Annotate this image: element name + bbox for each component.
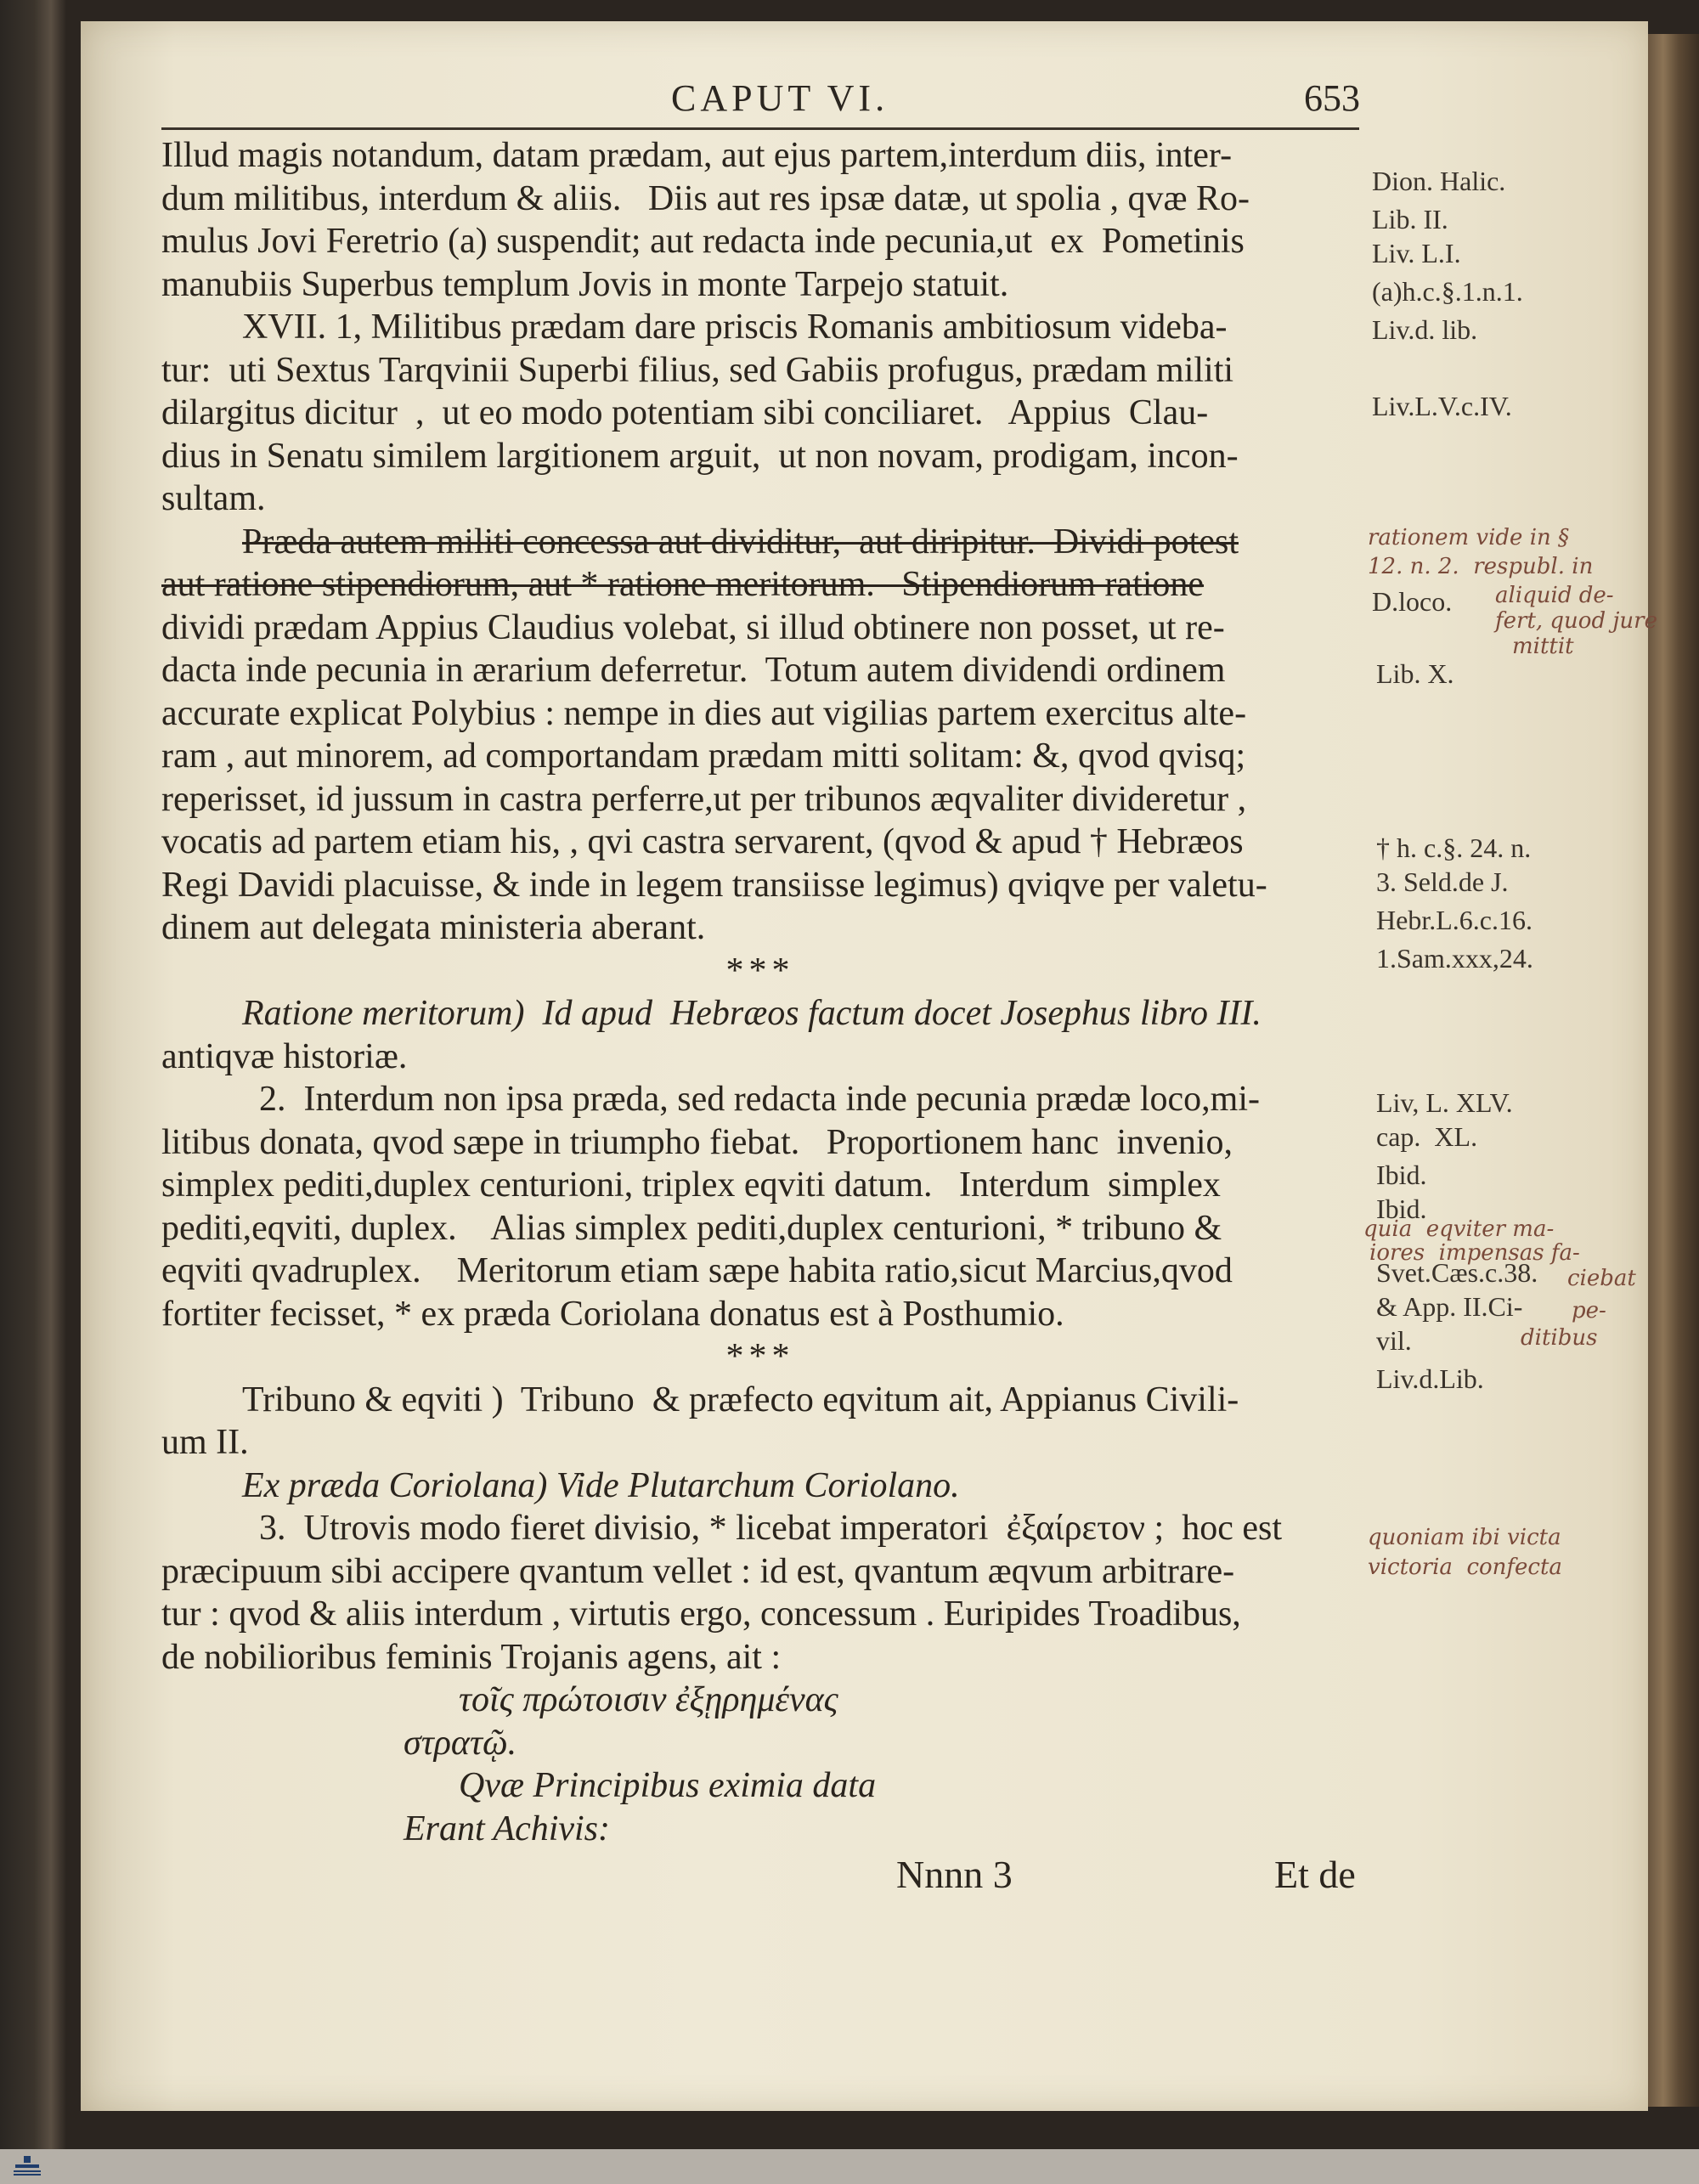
text-line: sultam.	[161, 479, 266, 518]
margin-note: Ibid.	[1376, 1160, 1427, 1190]
text-line: vocatis ad partem etiam his, , qvi castra servarent, (qvod & apud † Hebræos	[161, 822, 1244, 861]
handwritten-note: fert, quod jure	[1495, 608, 1657, 634]
text-line: Tribuno & eqviti ) Tribuno & præfecto eqvitum ait, Appianus Civili-	[242, 1380, 1239, 1419]
page-title: CAPUT VI.	[671, 77, 889, 119]
book-page-edge	[1648, 34, 1699, 2107]
main-text	[161, 134, 1359, 1850]
margin-note: cap. XL.	[1376, 1121, 1478, 1152]
text-line: Regi Davidi placuisse, & inde in legem transiisse legimus) qviqve per valetu-	[161, 865, 1267, 905]
greek-quote: στρατῷ.	[404, 1723, 517, 1763]
text-line: manubiis Superbus templum Jovis in monte Tarpejo statuit.	[161, 264, 1009, 304]
handwritten-note: quoniam ibi victa	[1368, 1525, 1561, 1550]
handwritten-note: mittit	[1512, 634, 1574, 659]
handwritten-note: quia eqviter ma-	[1363, 1216, 1555, 1242]
handwritten-note: aliquid de-	[1495, 583, 1614, 608]
margin-note: D.loco.	[1372, 586, 1453, 617]
text-line: Illud magis notandum, datam prædam, aut ejus partem,interdum diis, inter-	[161, 136, 1233, 175]
margin-note: Ibid.	[1376, 1194, 1427, 1224]
text-line: dinem aut delegata ministeria aberant.	[161, 908, 706, 947]
text-line-struck: Præda autem militi concessa aut dividitur, aut diripitur. Dividi potest	[242, 522, 1239, 562]
signature-mark: Nnnn 3	[896, 1853, 1013, 1896]
text-line: 3. Utrovis modo fieret divisio, * licebat imperatori ἐξαίρετον ; hoc est	[259, 1509, 1283, 1548]
text-line: antiqvæ historiæ.	[161, 1036, 408, 1076]
margin-note: Lib. X.	[1376, 658, 1454, 689]
text-line: dividi prædam Appius Claudius volebat, si illud obtinere non posset, ut re-	[161, 607, 1225, 647]
catchword: Et de	[1274, 1853, 1356, 1896]
text-line: pediti,eqviti, duplex. Alias simplex pediti,duplex centurioni, * tribuno &	[161, 1208, 1222, 1248]
text-line: simplex pediti,duplex centurioni, triplex eqviti datum. Interdum simplex	[161, 1165, 1221, 1205]
handwritten-note: 12. n. 2. respubl. in	[1368, 554, 1594, 579]
text-line: dacta inde pecunia in ærarium deferretur. Totum autem dividendi ordinem	[161, 651, 1226, 690]
text-line: dilargitus dicitur , ut eo modo potentiam sibi conciliaret. Appius Clau-	[161, 393, 1209, 432]
margin-note: 3. Seld.de J.	[1376, 866, 1509, 897]
handwritten-note: iores impensas fa-	[1369, 1240, 1580, 1266]
margin-note: Lib. II.	[1372, 204, 1448, 234]
margin-note: vil.	[1376, 1325, 1412, 1356]
handwritten-note: victoria confecta	[1368, 1555, 1562, 1580]
section-separator: ***	[725, 1337, 795, 1376]
text-line: accurate explicat Polybius : nempe in dies aut vigilias partem exercitus alte-	[161, 693, 1247, 733]
text-line-struck: aut ratione stipendiorum, aut * ratione meritorum. Stipendiorum ratione	[161, 565, 1205, 604]
text-line: Ratione meritorum) Id apud Hebræos factum docet Josephus libro III.	[242, 994, 1262, 1033]
handwritten-note: pe-	[1572, 1298, 1606, 1323]
margin-note: (a)h.c.§.1.n.1.	[1372, 276, 1523, 307]
margin-note: Svet.Cæs.c.38.	[1376, 1257, 1538, 1288]
margin-note: 1.Sam.xxx,24.	[1376, 943, 1533, 973]
margin-note: Hebr.L.6.c.16.	[1376, 905, 1532, 935]
viewer-bottom-bar	[0, 2149, 1699, 2184]
margin-note: Liv. L.I.	[1372, 238, 1461, 268]
text-line: de nobilioribus feminis Trojanis agens, ait :	[161, 1637, 782, 1677]
text-line: litibus donata, qvod sæpe in triumpho fiebat. Proportionem hanc invenio,	[161, 1122, 1233, 1162]
margin-note: † h. c.§. 24. n.	[1376, 832, 1532, 863]
library-logo-icon	[8, 2153, 46, 2179]
quote-translation: Erant Achivis:	[404, 1809, 611, 1848]
page-number: 653	[1304, 77, 1360, 119]
text-line: 2. Interdum non ipsa præda, sed redacta inde pecunia prædæ loco,mi-	[259, 1080, 1261, 1119]
text-line: mulus Jovi Feretrio (a) suspendit; aut redacta inde pecunia,ut ex Pometinis	[161, 222, 1245, 261]
handwritten-note: rationem vide in §	[1368, 525, 1570, 550]
text-line: præcipuum sibi accipere qvantum vellet : id est, qvantum æqvum arbitrare-	[161, 1551, 1235, 1591]
header-rule	[161, 127, 1359, 130]
margin-note: Liv.d. lib.	[1372, 314, 1478, 345]
margin-note: Liv.d.Lib.	[1376, 1363, 1484, 1394]
text-line: reperisset, id jussum in castra perferre,ut per tribunos æqvaliter divideretur ,	[161, 779, 1247, 819]
handwritten-note: ditibus	[1521, 1325, 1598, 1351]
text-line: dius in Senatu similem largitionem arguit, ut non novam, prodigam, incon-	[161, 436, 1239, 476]
margin-note: Dion. Halic.	[1372, 166, 1506, 196]
margin-note: Liv, L. XLV.	[1376, 1087, 1513, 1118]
section-separator: ***	[725, 951, 795, 990]
text-line: Ex præda Coriolana) Vide Plutarchum Coriolano.	[242, 1465, 960, 1505]
margin-note: Liv.L.V.c.IV.	[1372, 391, 1512, 421]
text-line: um II.	[161, 1423, 249, 1462]
text-line: tur: uti Sextus Tarqvinii Superbi filius, sed Gabiis profugus, prædam militi	[161, 350, 1234, 390]
handwritten-note: ciebat	[1567, 1266, 1636, 1291]
text-line: ram , aut minorem, ad comportandam prædam mitti solitam: &, qvod qvisq;	[161, 736, 1246, 776]
text-line: eqviti qvadruplex. Meritorum etiam sæpe habita ratio,sicut Marcius,qvod	[161, 1251, 1233, 1290]
quote-translation: Qvæ Principibus eximia data	[459, 1766, 877, 1805]
margin-note: & App. II.Ci-	[1376, 1291, 1523, 1322]
text-line: dum militibus, interdum & aliis. Diis aut res ipsæ datæ, ut spolia , qvæ Ro-	[161, 178, 1250, 218]
greek-quote: τοῖς πρώτοισιν ἐξῃρημένας	[459, 1680, 838, 1719]
text-line-struck: XVII. 1, Militibus prædam dare priscis Romanis ambitiosum videba-	[242, 308, 1228, 347]
text-line: tur : qvod & aliis interdum , virtutis ergo, concessum . Euripides Troadibus,	[161, 1594, 1241, 1634]
text-line: fortiter fecisset, * ex præda Coriolana donatus est à Posthumio.	[161, 1294, 1064, 1334]
